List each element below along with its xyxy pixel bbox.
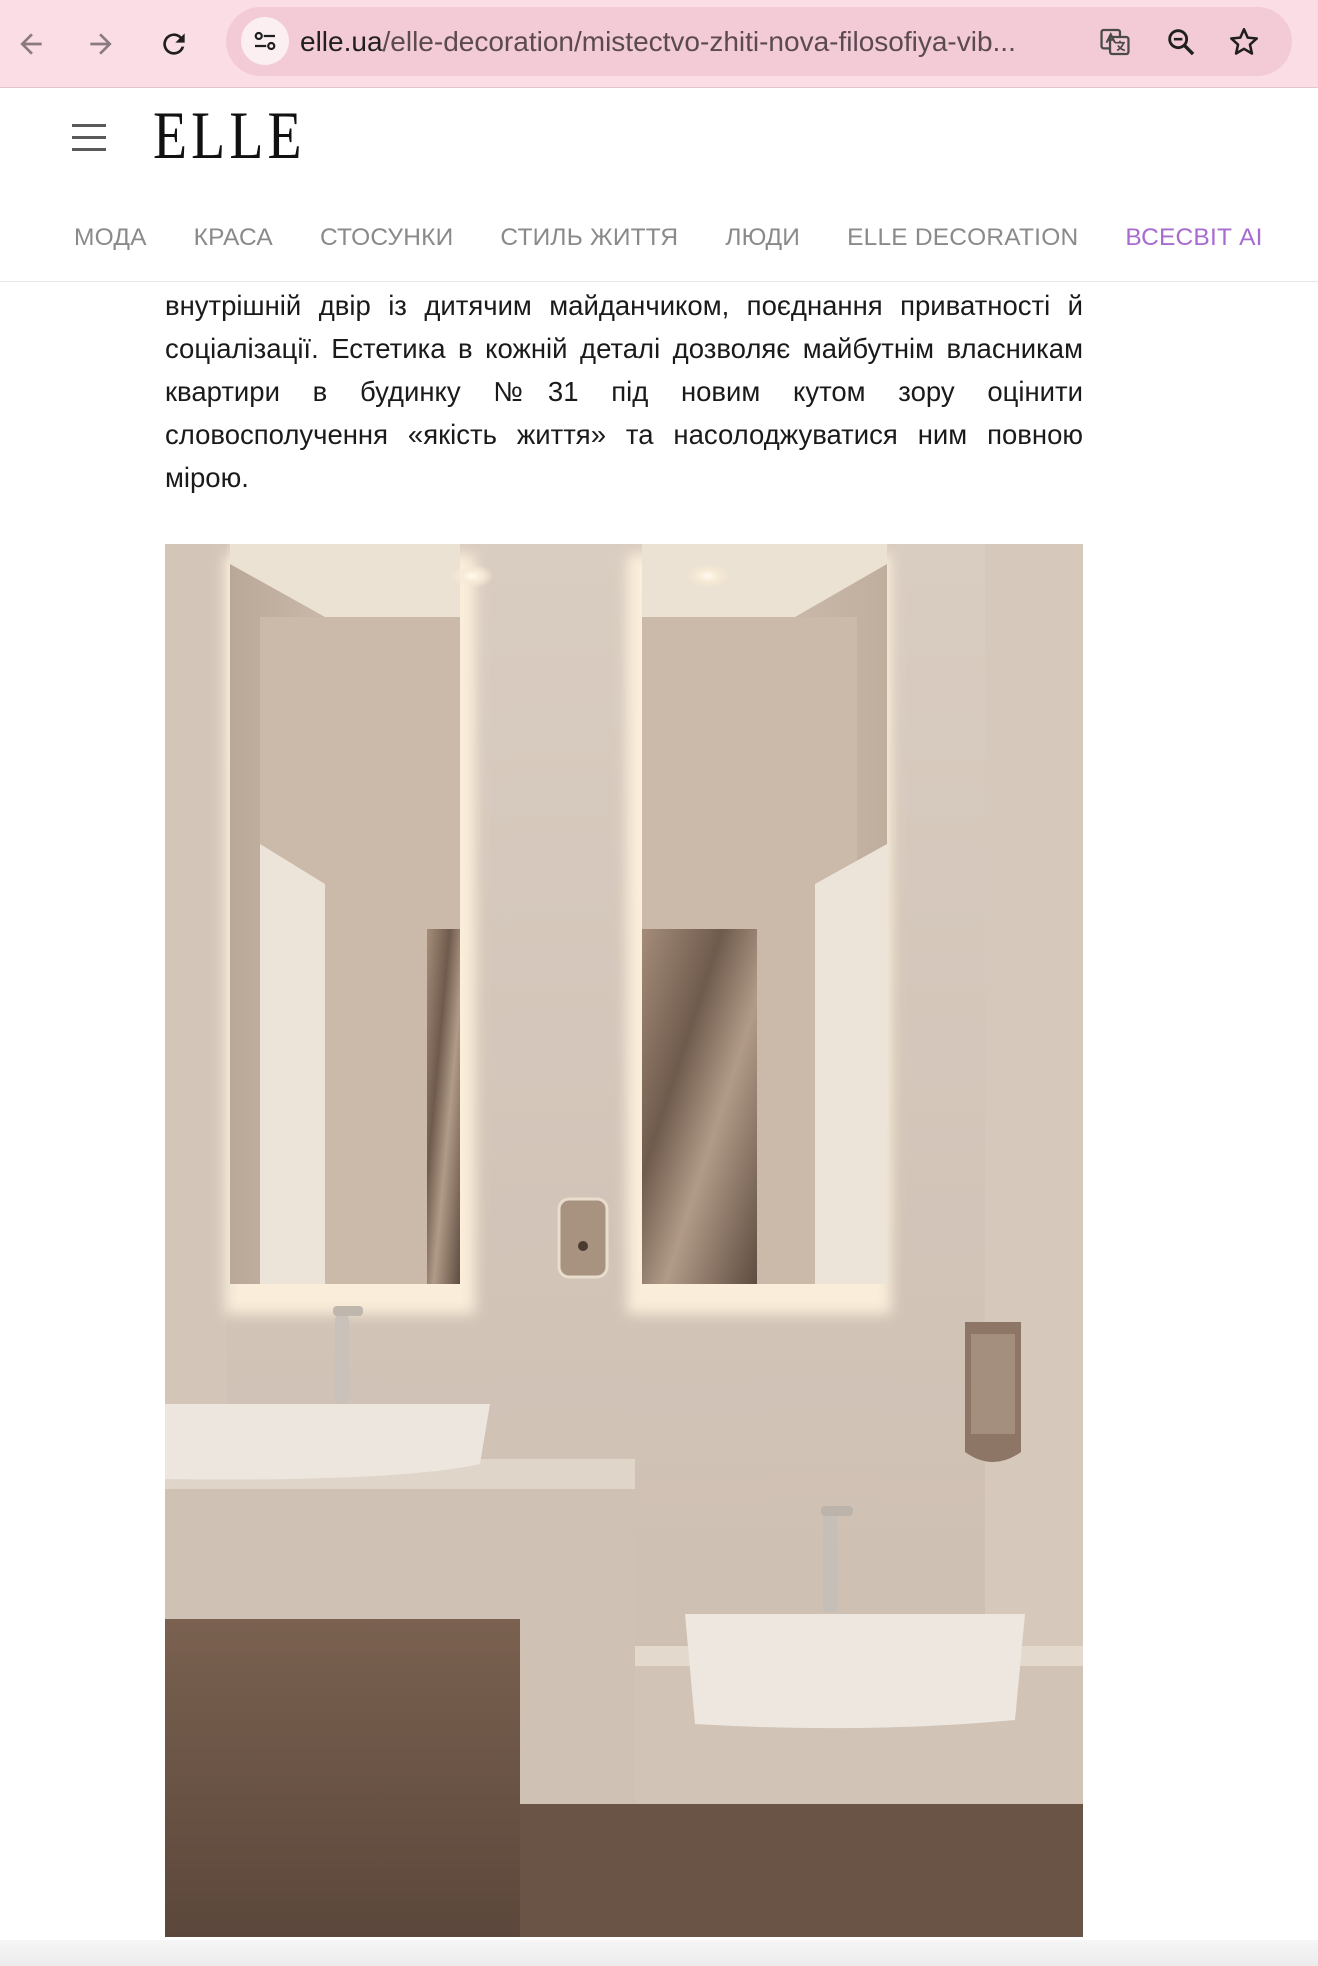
zoom-button[interactable] (1164, 25, 1198, 59)
translate-button[interactable] (1098, 25, 1132, 59)
menu-item-elle-decoration[interactable]: ELLE DECORATION (847, 224, 1079, 251)
page-bottom-edge (0, 1940, 1318, 1966)
address-bar[interactable] (226, 7, 1292, 76)
reload-button[interactable] (146, 16, 202, 72)
url-path: /elle-decoration/mistectvo-zhiti-nova-filosofiya-vib... (382, 26, 1016, 57)
menu-item-krasa[interactable]: КРАСА (193, 224, 273, 251)
site-logo[interactable]: ELLE (153, 97, 306, 173)
bathroom-photo (165, 544, 1083, 1937)
site-info-button[interactable] (241, 17, 289, 65)
star-icon (1227, 25, 1261, 59)
article-photo (165, 544, 1083, 1937)
forward-arrow-icon (85, 28, 117, 60)
menu-item-vsesvit-ai[interactable]: ВСЕСВІТ AI (1125, 224, 1263, 251)
browser-toolbar (0, 0, 1318, 88)
url-host: elle.ua (300, 26, 383, 57)
hamburger-icon-line (72, 136, 106, 139)
back-button[interactable] (3, 16, 59, 72)
menu-button[interactable] (72, 124, 108, 152)
menu-item-stosunky[interactable]: СТОСУНКИ (319, 224, 454, 251)
menu-item-liudy[interactable]: ЛЮДИ (725, 224, 801, 251)
translate-icon (1098, 25, 1132, 59)
bookmark-button[interactable] (1227, 25, 1261, 59)
back-arrow-icon (15, 28, 47, 60)
hamburger-icon (72, 124, 106, 127)
main-menu (74, 218, 1263, 258)
forward-button[interactable] (73, 16, 129, 72)
article-paragraph: внутрішній двір із дитячим майданчиком, поєднання приватності й соціалізації. Естетика в кожній деталі дозволяє майбутнім власникам квартири в будинку №31 під новим кутом зору оцінити словосполучення «якість життя» та насолоджуватися ним повною мірою. (165, 290, 1083, 493)
url-text[interactable] (300, 7, 1070, 76)
site-header (0, 88, 1318, 282)
hamburger-icon-line (72, 148, 106, 151)
menu-item-moda[interactable]: МОДА (74, 224, 147, 251)
menu-item-styl-zhyttia[interactable]: СТИЛЬ ЖИТТЯ (500, 224, 679, 251)
zoom-icon (1164, 25, 1198, 59)
tune-icon (250, 26, 280, 56)
reload-icon (158, 28, 190, 60)
